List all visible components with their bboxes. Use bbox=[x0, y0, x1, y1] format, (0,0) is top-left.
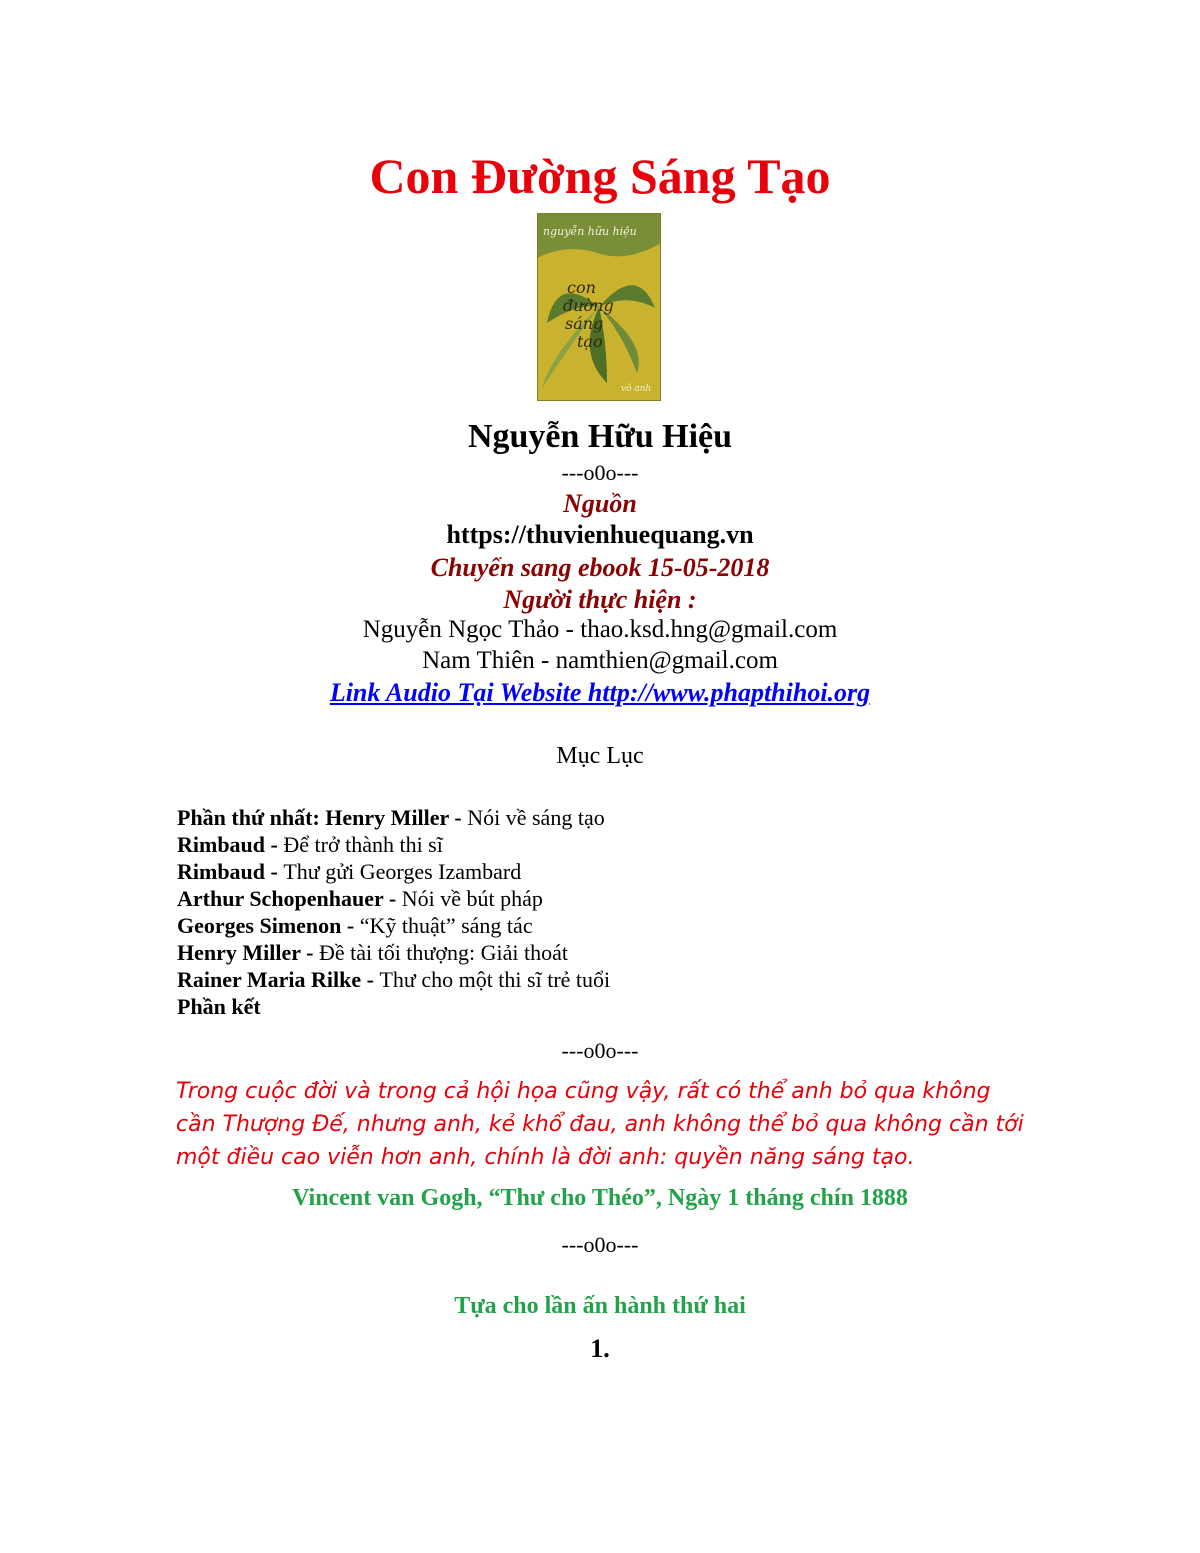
toc-item-title: Thư gửi Georges Izambard bbox=[283, 859, 522, 884]
toc-item[interactable] bbox=[177, 939, 610, 966]
toc-item-author: Rimbaud - bbox=[177, 832, 284, 857]
toc-item-author: Henry Miller - bbox=[177, 940, 319, 965]
toc-item-title: Nói về bút pháp bbox=[401, 886, 543, 911]
book-cover-image bbox=[537, 213, 661, 401]
cover-title-line-1: con bbox=[567, 278, 596, 297]
quote-line-2: cần Thượng Đế, nhưng anh, kẻ khổ đau, anh không thể bỏ qua không cần tới bbox=[176, 1112, 1024, 1137]
toc-item-author: Phần thứ nhất: Henry Miller - bbox=[177, 805, 468, 830]
performer-2: Nam Thiên - namthien@gmail.com bbox=[422, 647, 778, 674]
separator-3: ---o0o--- bbox=[561, 1232, 639, 1257]
toc-item-author: Georges Simenon - bbox=[177, 913, 360, 938]
separator-1: ---o0o--- bbox=[561, 460, 639, 485]
epigraph-quote bbox=[176, 1075, 1036, 1174]
performer-label: Người thực hiện : bbox=[503, 585, 697, 614]
cover-title-line-3: sáng bbox=[565, 314, 604, 333]
audio-link[interactable]: Link Audio Tại Website http://www.phapthihoi.org bbox=[329, 678, 871, 707]
toc-item-author: Arthur Schopenhauer - bbox=[177, 886, 402, 911]
table-of-contents bbox=[177, 804, 610, 1020]
toc-item[interactable] bbox=[177, 858, 610, 885]
section-number: 1. bbox=[590, 1334, 610, 1363]
toc-item[interactable] bbox=[177, 966, 610, 993]
toc-item-title: Để trở thành thi sĩ bbox=[283, 832, 443, 857]
quote-line-1: Trong cuộc đời và trong cả hội họa cũng vậy, rất có thể anh bỏ qua không bbox=[176, 1079, 991, 1104]
toc-title: Mục Lục bbox=[556, 743, 644, 769]
toc-item-author: Rainer Maria Rilke - bbox=[177, 967, 380, 992]
book-title: Con Đường Sáng Tạo bbox=[369, 148, 831, 204]
toc-item-title: Đề tài tối thượng: Giải thoát bbox=[318, 940, 568, 965]
toc-item[interactable] bbox=[177, 804, 610, 831]
separator-2: ---o0o--- bbox=[561, 1038, 639, 1063]
quote-line-3: một điều cao viễn hơn anh, chính là đời anh: quyền năng sáng tạo. bbox=[176, 1145, 915, 1170]
source-label: Nguồn bbox=[563, 489, 637, 518]
toc-item-author: Rimbaud - bbox=[177, 859, 284, 884]
toc-item[interactable] bbox=[177, 885, 610, 912]
toc-item-title: Nói về sáng tạo bbox=[467, 805, 605, 830]
toc-item-title: Thư cho một thi sĩ trẻ tuổi bbox=[379, 967, 611, 992]
toc-item[interactable] bbox=[177, 912, 610, 939]
toc-item[interactable] bbox=[177, 831, 610, 858]
quote-attribution: Vincent van Gogh, “Thư cho Théo”, Ngày 1 tháng chín 1888 bbox=[292, 1185, 908, 1211]
toc-item[interactable] bbox=[177, 993, 610, 1020]
cover-publisher-text: võ anh bbox=[621, 384, 652, 394]
toc-item-author: Phần kết bbox=[177, 994, 261, 1019]
cover-author-text: nguyễn hữu hiệu bbox=[543, 225, 637, 238]
cover-title-line-2: đường bbox=[563, 296, 614, 315]
performer-1: Nguyễn Ngọc Thảo - thao.ksd.hng@gmail.com bbox=[362, 616, 838, 643]
source-url: https://thuvienhuequang.vn bbox=[446, 520, 754, 549]
converted-date: Chuyển sang ebook 15-05-2018 bbox=[430, 553, 770, 582]
cover-title-line-4: tạo bbox=[577, 332, 603, 351]
preface-title: Tựa cho lần ấn hành thứ hai bbox=[454, 1293, 746, 1319]
toc-item-title: “Kỹ thuật” sáng tác bbox=[359, 913, 533, 938]
book-author: Nguyễn Hữu Hiệu bbox=[467, 418, 733, 455]
